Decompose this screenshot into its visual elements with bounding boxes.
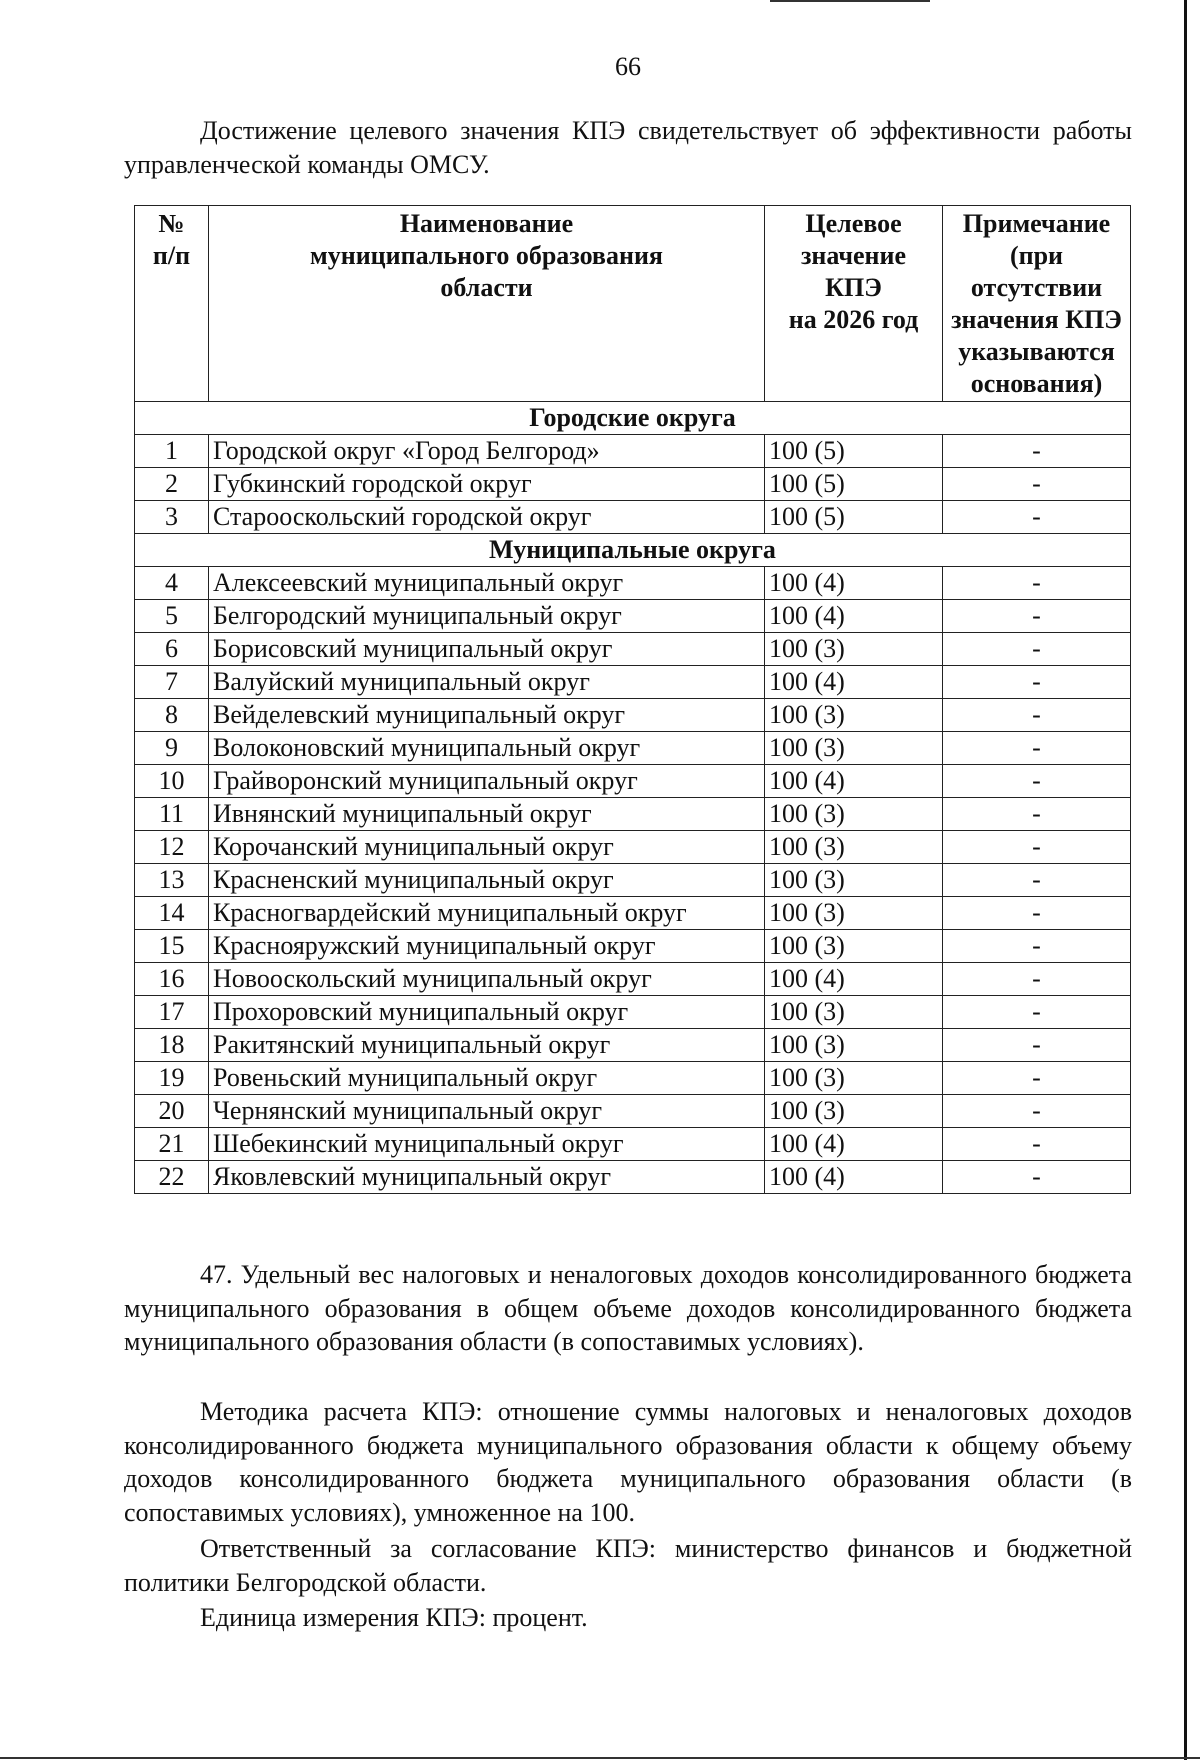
row-note: - (943, 1161, 1131, 1194)
municipality-name: Алексеевский муниципальный округ (209, 567, 765, 600)
municipality-name: Ивнянский муниципальный округ (209, 798, 765, 831)
table-row (135, 1161, 1131, 1194)
row-number: 2 (135, 468, 209, 501)
kpi-target-value: 100 (3) (765, 732, 943, 765)
kpi-target-value: 100 (4) (765, 600, 943, 633)
kpi-target-value: 100 (3) (765, 1095, 943, 1128)
row-note: - (943, 567, 1131, 600)
row-note: - (943, 864, 1131, 897)
table-row (135, 1095, 1131, 1128)
kpi-target-value: 100 (3) (765, 1062, 943, 1095)
municipality-name: Ракитянский муниципальный округ (209, 1029, 765, 1062)
table-row (135, 798, 1131, 831)
table-row (135, 567, 1131, 600)
header-note-line: основания) (970, 369, 1103, 398)
page-right-edge (1184, 0, 1187, 1760)
kpi-target-value: 100 (5) (765, 435, 943, 468)
row-note: - (943, 996, 1131, 1029)
row-number: 7 (135, 666, 209, 699)
header-name-line: области (440, 273, 533, 302)
row-number: 12 (135, 831, 209, 864)
row-number: 22 (135, 1161, 209, 1194)
table-row (135, 435, 1131, 468)
table-row (135, 1128, 1131, 1161)
kpi-target-value: 100 (4) (765, 765, 943, 798)
table-row (135, 501, 1131, 534)
header-value-line: на 2026 год (788, 305, 919, 334)
section-row (135, 402, 1131, 435)
kpi-target-value: 100 (3) (765, 798, 943, 831)
municipality-name: Красногвардейский муниципальный округ (209, 897, 765, 930)
kpi-target-value: 100 (4) (765, 1128, 943, 1161)
kpi-target-value: 100 (3) (765, 897, 943, 930)
row-note: - (943, 1062, 1131, 1095)
header-num (135, 206, 209, 402)
table-row (135, 468, 1131, 501)
top-edge-line (770, 0, 930, 2)
row-number: 21 (135, 1128, 209, 1161)
row-number: 6 (135, 633, 209, 666)
municipality-name: Прохоровский муниципальный округ (209, 996, 765, 1029)
header-value-line: Целевое (805, 209, 902, 238)
kpi-target-value: 100 (4) (765, 567, 943, 600)
page-bottom-edge (0, 1757, 1200, 1759)
municipality-name: Городской округ «Город Белгород» (209, 435, 765, 468)
municipality-name: Вейделевский муниципальный округ (209, 699, 765, 732)
row-note: - (943, 633, 1131, 666)
section-row (135, 534, 1131, 567)
row-number: 20 (135, 1095, 209, 1128)
table-row (135, 633, 1131, 666)
table-row (135, 996, 1131, 1029)
header-value-line: КПЭ (825, 273, 882, 302)
row-note: - (943, 963, 1131, 996)
kpi-target-value: 100 (3) (765, 996, 943, 1029)
row-number: 1 (135, 435, 209, 468)
row-number: 16 (135, 963, 209, 996)
header-note-text (947, 240, 1126, 400)
municipality-name: Белгородский муниципальный округ (209, 600, 765, 633)
section-47-unit: Единица измерения КПЭ: процент. (200, 1603, 588, 1632)
kpi-target-value: 100 (5) (765, 501, 943, 534)
kpi-target-value: 100 (3) (765, 1029, 943, 1062)
row-note: - (943, 831, 1131, 864)
table-row (135, 963, 1131, 996)
row-number: 4 (135, 567, 209, 600)
municipality-name: Валуйский муниципальный округ (209, 666, 765, 699)
header-num-line: п/п (152, 241, 191, 270)
kpi-target-value: 100 (3) (765, 930, 943, 963)
municipality-name: Борисовский муниципальный округ (209, 633, 765, 666)
kpi-target-value: 100 (5) (765, 468, 943, 501)
header-value (765, 206, 943, 402)
row-number: 19 (135, 1062, 209, 1095)
table-row (135, 831, 1131, 864)
table-row (135, 699, 1131, 732)
kpi-table (134, 205, 1131, 1194)
row-note: - (943, 501, 1131, 534)
municipality-name: Корочанский муниципальный округ (209, 831, 765, 864)
row-note: - (943, 600, 1131, 633)
kpi-target-value: 100 (3) (765, 831, 943, 864)
row-note: - (943, 1095, 1131, 1128)
municipality-name: Губкинский городской округ (209, 468, 765, 501)
header-note-line: значения КПЭ (951, 305, 1122, 334)
kpi-target-value: 100 (4) (765, 963, 943, 996)
row-note: - (943, 1029, 1131, 1062)
table-row (135, 600, 1131, 633)
section-47-title: 47. Удельный вес налоговых и неналоговых доходов консолидированного бюджета муниципального образования в общем объеме доходов консолидированного бюджета муниципального образования области (в сопоставимых условиях). (124, 1260, 1132, 1356)
municipality-name: Волоконовский муниципальный округ (209, 732, 765, 765)
header-note-title: Примечание (962, 209, 1111, 238)
row-number: 10 (135, 765, 209, 798)
header-value-line: значение (800, 241, 907, 270)
kpi-target-value: 100 (3) (765, 699, 943, 732)
row-number: 5 (135, 600, 209, 633)
row-note: - (943, 666, 1131, 699)
row-note: - (943, 765, 1131, 798)
row-number: 11 (135, 798, 209, 831)
row-number: 14 (135, 897, 209, 930)
section-title: Городские округа (135, 402, 1131, 435)
row-note: - (943, 1128, 1131, 1161)
row-note: - (943, 732, 1131, 765)
header-name-line: Наименование (399, 209, 574, 238)
table-row (135, 1029, 1131, 1062)
page-number: 66 (615, 52, 641, 81)
header-note (943, 206, 1131, 402)
kpi-target-value: 100 (3) (765, 633, 943, 666)
row-number: 3 (135, 501, 209, 534)
table-row (135, 897, 1131, 930)
row-note: - (943, 930, 1131, 963)
intro-paragraph: Достижение целевого значения КПЭ свидетельствует об эффективности работы управленческой команды ОМСУ. (124, 116, 1132, 179)
header-num-line: № (158, 209, 185, 238)
table-row (135, 732, 1131, 765)
row-note: - (943, 897, 1131, 930)
header-note-line: указываются (958, 337, 1115, 366)
header-note-line: отсутствии (970, 273, 1103, 302)
header-name-line: муниципального образования (310, 241, 663, 270)
row-number: 17 (135, 996, 209, 1029)
row-note: - (943, 798, 1131, 831)
municipality-name: Красненский муниципальный округ (209, 864, 765, 897)
municipality-name: Новооскольский муниципальный округ (209, 963, 765, 996)
row-number: 9 (135, 732, 209, 765)
table-row (135, 666, 1131, 699)
row-number: 15 (135, 930, 209, 963)
section-47-method: Методика расчета КПЭ: отношение суммы налоговых и неналоговых доходов консолидированного бюджета муниципального образования области к общему объему доходов консолидированного бюджета муниципального образования области (в сопоставимых условиях), умноженное на 100. (124, 1397, 1132, 1527)
table-row (135, 930, 1131, 963)
municipality-name: Шебекинский муниципальный округ (209, 1128, 765, 1161)
table-row (135, 765, 1131, 798)
table-header-row (135, 206, 1131, 402)
row-note: - (943, 468, 1131, 501)
table-row (135, 1062, 1131, 1095)
section-47-responsible: Ответственный за согласование КПЭ: министерство финансов и бюджетной политики Белгородской области. (124, 1534, 1132, 1597)
row-number: 13 (135, 864, 209, 897)
municipality-name: Яковлевский муниципальный округ (209, 1161, 765, 1194)
table-row (135, 864, 1131, 897)
kpi-target-value: 100 (4) (765, 1161, 943, 1194)
municipality-name: Чернянский муниципальный округ (209, 1095, 765, 1128)
row-number: 18 (135, 1029, 209, 1062)
header-note-line: (при (1009, 241, 1064, 270)
row-note: - (943, 435, 1131, 468)
row-number: 8 (135, 699, 209, 732)
municipality-name: Ровеньский муниципальный округ (209, 1062, 765, 1095)
section-title: Муниципальные округа (135, 534, 1131, 567)
kpi-target-value: 100 (4) (765, 666, 943, 699)
municipality-name: Грайворонский муниципальный округ (209, 765, 765, 798)
municipality-name: Краснояружский муниципальный округ (209, 930, 765, 963)
kpi-target-value: 100 (3) (765, 864, 943, 897)
municipality-name: Старооскольский городской округ (209, 501, 765, 534)
row-note: - (943, 699, 1131, 732)
header-name (209, 206, 765, 402)
